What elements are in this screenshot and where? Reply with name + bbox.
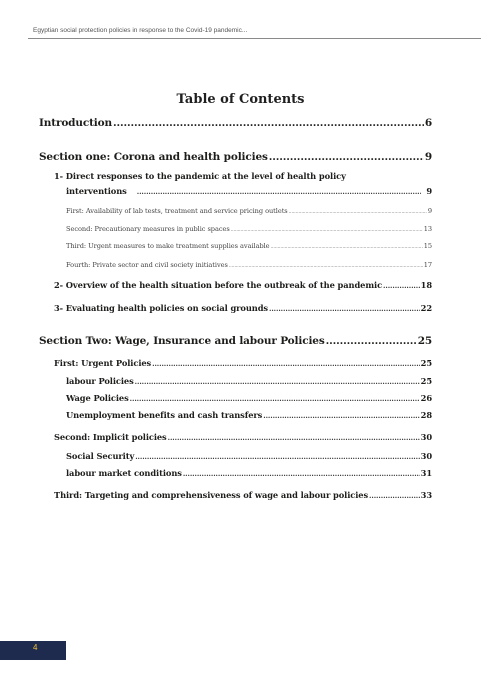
toc-entry-page: 26 (420, 393, 432, 403)
toc-entry-precautionary-measures[interactable] (66, 225, 432, 233)
toc-entry-page: 33 (420, 490, 432, 500)
toc-entry-label: labour market conditions (66, 468, 182, 478)
toc-entry-implicit-policies[interactable] (54, 432, 432, 442)
toc-entry-label: Second: Precautionary measures in public spaces (66, 225, 230, 233)
toc-entry-urgent-measures[interactable] (66, 242, 432, 250)
toc-entry-page: 9 (424, 151, 432, 163)
toc-entry-targeting[interactable] (54, 490, 432, 500)
toc-entry-unemployment-benefits[interactable] (66, 410, 432, 420)
toc-entry-label: Unemployment benefits and cash transfers (66, 410, 263, 420)
toc-entry-direct-responses[interactable] (54, 171, 432, 181)
toc-entry-label: Wage Policies (66, 393, 129, 403)
dot-leader (135, 377, 420, 386)
toc-entry-section-one[interactable] (39, 151, 432, 163)
toc-entry-label: First: Availability of lab tests, treatment and service pricing outlets (66, 207, 288, 215)
toc-entry-section-two[interactable] (39, 335, 432, 347)
toc-title: Table of Contents (176, 92, 305, 107)
toc-entry-labour-market[interactable] (66, 468, 432, 478)
toc-entry-page: 9 (426, 186, 432, 196)
toc-entry-page: 6 (424, 117, 432, 129)
dot-leader (113, 117, 424, 129)
toc-entry-introduction[interactable] (39, 117, 432, 129)
toc-entry-label: Section one: Corona and health policies (39, 151, 268, 163)
toc-entry-label: 3- Evaluating health policies on social grounds (54, 303, 268, 313)
dot-leader (271, 245, 423, 250)
toc-entry-lab-tests[interactable] (66, 207, 432, 215)
dot-leader (289, 210, 427, 215)
toc-entry-evaluating-health[interactable] (54, 303, 432, 313)
toc-entry-labour-policies[interactable] (66, 376, 432, 386)
dot-leader (229, 264, 423, 269)
toc-entry-label: Third: Targeting and comprehensiveness of wage and labour policies (54, 490, 369, 500)
page-number: 4 (33, 643, 38, 652)
dot-leader (152, 359, 420, 368)
toc-entry-page: 22 (420, 303, 432, 313)
toc-entry-page: 25 (417, 335, 432, 347)
dot-leader (168, 433, 420, 442)
toc-entry-label: Third: Urgent measures to make treatment supplies available (66, 242, 270, 250)
toc-entry-page: 18 (420, 280, 432, 290)
toc-entry-overview-health[interactable] (54, 280, 432, 290)
toc-entry-page: 15 (423, 242, 432, 250)
toc-entry-page: 30 (420, 451, 432, 461)
toc-entry-label: Social Security (66, 451, 135, 461)
toc-entry-page: 25 (420, 376, 432, 386)
toc-entry-social-security[interactable] (66, 451, 432, 461)
dot-leader (326, 335, 417, 347)
running-header: Egyptian social protection policies in response to the Covid-19 pandemic... (33, 27, 248, 34)
toc-entry-page: 17 (423, 261, 432, 269)
toc-entry-page: 13 (423, 225, 432, 233)
dot-leader (269, 151, 424, 163)
toc-entry-label: 1- Direct responses to the pandemic at the level of health policy (54, 171, 346, 181)
toc-entry-urgent-policies[interactable] (54, 358, 432, 368)
toc-entry-page: 25 (420, 358, 432, 368)
dot-leader (130, 394, 420, 403)
dot-leader (135, 452, 419, 461)
dot-leader (263, 411, 419, 420)
toc-entry-label: First: Urgent Policies (54, 358, 152, 368)
toc-entry-wage-policies[interactable] (66, 393, 432, 403)
toc-entry-label: Section Two: Wage, Insurance and labour Policies (39, 335, 325, 347)
dot-leader (231, 228, 423, 233)
toc-entry-private-sector[interactable] (66, 261, 432, 269)
dot-leader (269, 304, 420, 313)
dot-leader (137, 187, 422, 196)
toc-entry-interventions[interactable] (66, 186, 432, 196)
toc-entry-label: Second: Implicit policies (54, 432, 167, 442)
dot-leader (383, 281, 420, 290)
toc-entry-label: interventions (66, 186, 127, 196)
toc-entry-label: Fourth: Private sector and civil society initiatives (66, 261, 228, 269)
toc-entry-page: 9 (427, 207, 432, 215)
dot-leader (183, 469, 420, 478)
dot-leader (369, 491, 420, 500)
toc-entry-page: 28 (420, 410, 432, 420)
toc-entry-label: labour Policies (66, 376, 134, 386)
toc-entry-label: Introduction (39, 117, 112, 129)
toc-entry-page: 31 (420, 468, 432, 478)
toc-entry-label: 2- Overview of the health situation before the outbreak of the pandemic (54, 280, 383, 290)
toc-entry-page: 30 (420, 432, 432, 442)
